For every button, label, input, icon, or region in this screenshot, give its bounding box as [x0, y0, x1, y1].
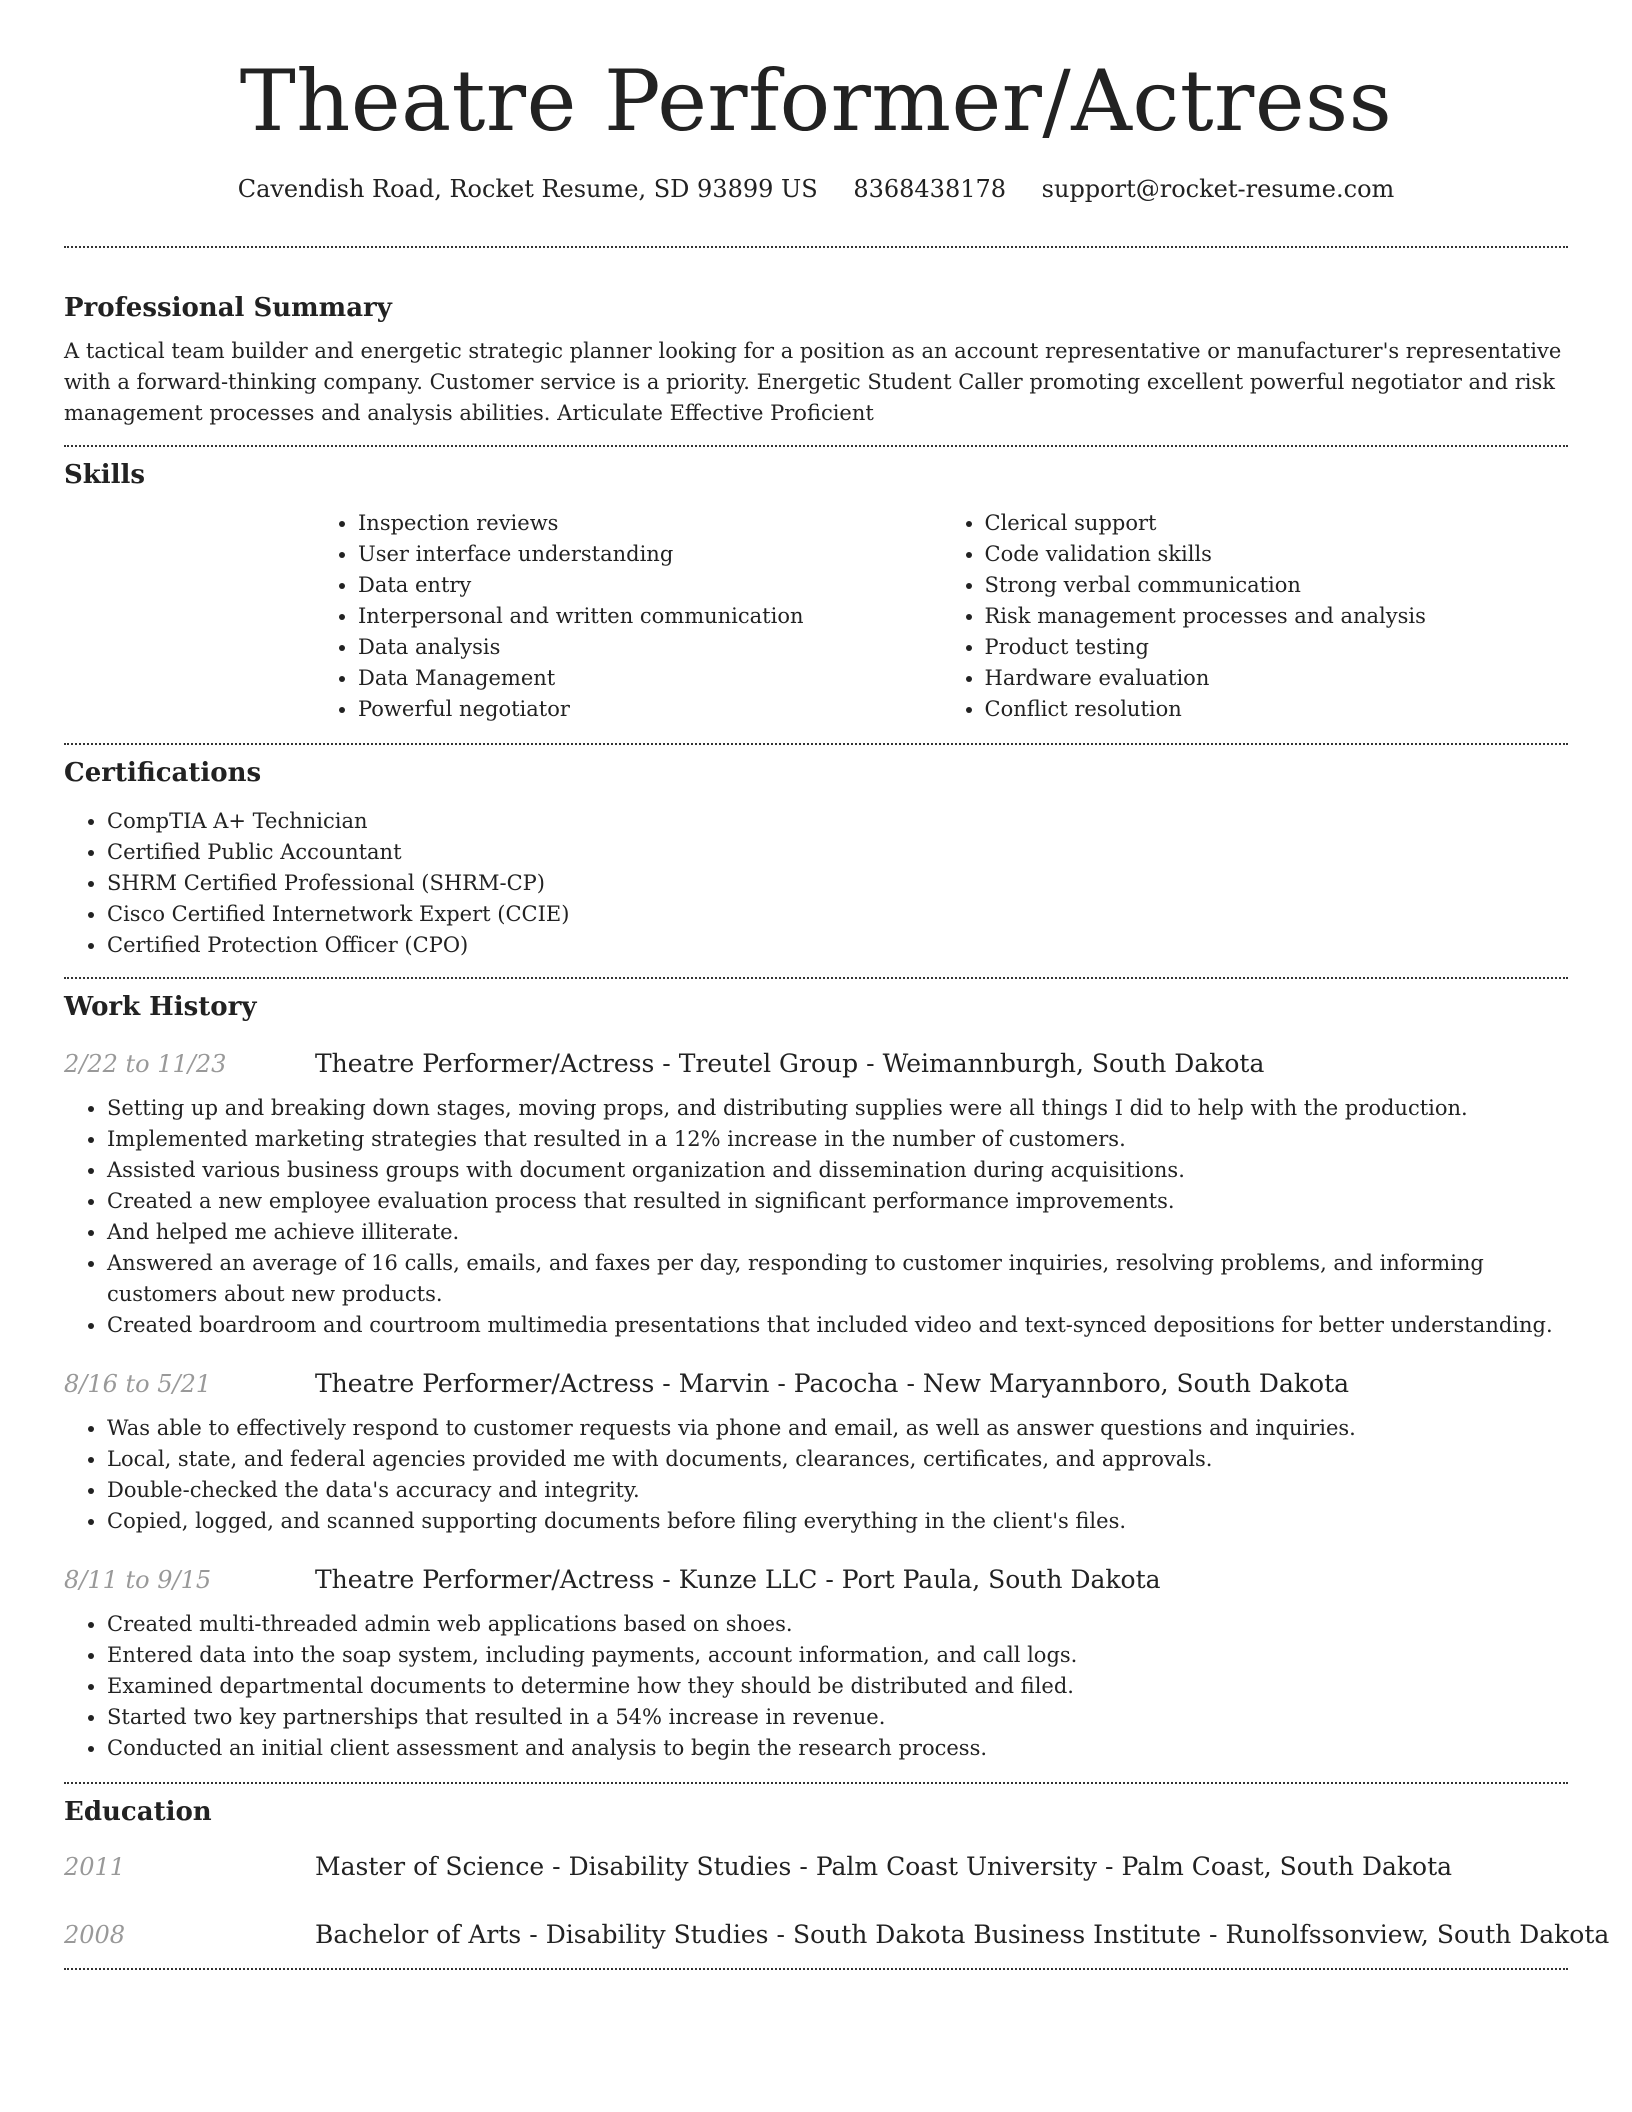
education-year: 2008: [64, 1921, 126, 1949]
education-entry: [64, 1850, 1568, 1884]
job-dates: 8/11 to 9/15: [64, 1566, 212, 1594]
separator: -: [866, 1049, 875, 1078]
skill-item: • Data analysis: [358, 632, 942, 663]
divider: [64, 246, 1568, 248]
separator: -: [825, 1565, 834, 1594]
job-company: Treutel Group: [678, 1049, 859, 1078]
certification-item: • Cisco Certified Internetwork Expert (CCIE): [107, 899, 1568, 930]
skill-item: • Data entry: [358, 570, 942, 601]
skill-item: • Code validation skills: [985, 539, 1569, 570]
job-role: Theatre Performer/Actress: [315, 1565, 655, 1594]
certification-item: • CompTIA A+ Technician: [107, 806, 1568, 837]
education-section: [64, 1794, 1610, 1952]
summary-heading: Professional Summary: [64, 293, 392, 323]
skill-item: • Inspection reviews: [358, 508, 942, 539]
job-bullet: • Created boardroom and courtroom multimedia presentations that included video and text-synced depositions for better understanding.: [107, 1310, 1568, 1341]
job-bullet: • Copied, logged, and scanned supporting documents before filing everything in the client's files.: [107, 1506, 1568, 1537]
summary-section: [64, 290, 1568, 429]
job-bullet: • Answered an average of 16 calls, emails, and faxes per day, responding to customer inquiries, resolving problems, and informing customers about new products.: [107, 1248, 1568, 1310]
skill-item: • Clerical support: [985, 508, 1569, 539]
certifications-heading: Certifications: [64, 758, 262, 788]
education-location: Runolfssonview, South Dakota: [1225, 1920, 1610, 1949]
job-bullet: • Conducted an initial client assessment and analysis to begin the research process.: [107, 1733, 1568, 1764]
divider: [64, 1782, 1568, 1784]
job-company: Marvin - Pacocha: [678, 1369, 899, 1398]
skills-section: [64, 457, 1568, 725]
separator: -: [529, 1920, 538, 1949]
education-location: Palm Coast, South Dakota: [1121, 1852, 1453, 1881]
skills-list-right: [942, 508, 1569, 725]
separator: -: [662, 1565, 671, 1594]
job-bullet: • Was able to effectively respond to customer requests via phone and email, as well as answer questions and inquiries.: [107, 1413, 1568, 1444]
certification-item: • SHRM Certified Professional (SHRM-CP): [107, 868, 1568, 899]
job-bullet: • Setting up and breaking down stages, moving props, and distributing supplies were all things I did to help with the production.: [107, 1093, 1568, 1124]
job-entry: [64, 1563, 1568, 1764]
education-degree: Bachelor of Arts: [315, 1920, 522, 1949]
separator: -: [776, 1920, 785, 1949]
skills-heading: Skills: [64, 460, 146, 490]
job-header: [64, 1367, 1568, 1401]
job-title: [315, 1047, 1264, 1081]
job-entry: [64, 1047, 1568, 1341]
education-line: [315, 1850, 1452, 1884]
skill-item: • Risk management processes and analysis: [985, 601, 1569, 632]
job-bullet: • Double-checked the data's accuracy and integrity.: [107, 1475, 1568, 1506]
skill-item: • Product testing: [985, 632, 1569, 663]
work-heading: Work History: [64, 992, 257, 1022]
skill-item: • Hardware evaluation: [985, 663, 1569, 694]
job-bullet: • And helped me achieve illiterate.: [107, 1217, 1568, 1248]
job-bullet: • Assisted various business groups with document organization and dissemination during acquisitions.: [107, 1155, 1568, 1186]
divider: [64, 445, 1568, 447]
separator: -: [552, 1852, 561, 1881]
resume-name: Theatre Performer/Actress: [239, 52, 1393, 150]
job-bullet: • Created multi-threaded admin web applications based on shoes.: [107, 1609, 1568, 1640]
skill-item: • Interpersonal and written communication: [358, 601, 942, 632]
job-bullets: [64, 1413, 1568, 1537]
job-bullets: [64, 1093, 1568, 1341]
education-field: Disability Studies: [568, 1852, 792, 1881]
contact-phone: 8368438178: [853, 175, 1007, 203]
divider: [64, 743, 1568, 745]
skills-list-left: [315, 508, 942, 725]
job-location: Weimannburgh, South Dakota: [882, 1049, 1265, 1078]
education-year: 2011: [64, 1853, 126, 1881]
job-title: [315, 1367, 1349, 1401]
contact-address: Cavendish Road, Rocket Resume, SD 93899 US: [237, 175, 818, 203]
certification-item: • Certified Public Accountant: [107, 837, 1568, 868]
job-location: Port Paula, South Dakota: [841, 1565, 1161, 1594]
divider: [64, 977, 1568, 979]
job-bullet: • Implemented marketing strategies that resulted in a 12% increase in the number of customers.: [107, 1124, 1568, 1155]
education-school: South Dakota Business Institute: [792, 1920, 1201, 1949]
separator: -: [1105, 1852, 1114, 1881]
contact-email: support@rocket-resume.com: [1041, 175, 1395, 203]
skill-item: • Data Management: [358, 663, 942, 694]
separator: -: [906, 1369, 915, 1398]
job-role: Theatre Performer/Actress: [315, 1369, 655, 1398]
job-bullet: • Entered data into the soap system, including payments, account information, and call logs.: [107, 1640, 1568, 1671]
work-section: [64, 989, 1568, 1764]
job-title: [315, 1563, 1161, 1597]
certifications-section: [64, 755, 1568, 961]
skill-item: • Conflict resolution: [985, 694, 1569, 725]
separator: -: [662, 1049, 671, 1078]
job-role: Theatre Performer/Actress: [315, 1049, 655, 1078]
separator: -: [662, 1369, 671, 1398]
job-bullet: • Examined departmental documents to determine how they should be distributed and filed.: [107, 1671, 1568, 1702]
education-heading: Education: [64, 1797, 212, 1827]
job-dates: 2/22 to 11/23: [64, 1050, 227, 1078]
job-bullets: [64, 1609, 1568, 1764]
education-line: [315, 1918, 1609, 1952]
skills-columns: [315, 508, 1568, 725]
education-entry: [64, 1918, 1610, 1952]
separator: -: [1209, 1920, 1218, 1949]
contact-line: [64, 172, 1568, 206]
job-bullet: • Local, state, and federal agencies provided me with documents, clearances, certificates, and approvals.: [107, 1444, 1568, 1475]
summary-text: A tactical team builder and energetic strategic planner looking for a position as an account representative or manufacturer's representative with a forward-thinking company. Customer service is a priority. Energetic Student Caller promoting excellent powerful negotiator and risk management processes and analysis abilities. Articulate Effective Proficient: [64, 339, 1562, 425]
job-dates: 8/16 to 5/21: [64, 1370, 212, 1398]
skill-item: • Strong verbal communication: [985, 570, 1569, 601]
education-degree: Master of Science: [315, 1852, 545, 1881]
job-header: [64, 1047, 1568, 1081]
job-header: [64, 1563, 1568, 1597]
job-company: Kunze LLC: [678, 1565, 818, 1594]
divider: [64, 1968, 1568, 1970]
job-location: New Maryannboro, South Dakota: [922, 1369, 1350, 1398]
skill-item: • Powerful negotiator: [358, 694, 942, 725]
job-bullet: • Started two key partnerships that resulted in a 54% increase in revenue.: [107, 1702, 1568, 1733]
education-school: Palm Coast University: [815, 1852, 1098, 1881]
education-field: Disability Studies: [545, 1920, 769, 1949]
skill-item: • User interface understanding: [358, 539, 942, 570]
separator: -: [799, 1852, 808, 1881]
job-entry: [64, 1367, 1568, 1537]
job-bullet: • Created a new employee evaluation process that resulted in significant performance improvements.: [107, 1186, 1568, 1217]
certifications-list: [64, 806, 1568, 961]
certification-item: • Certified Protection Officer (CPO): [107, 930, 1568, 961]
